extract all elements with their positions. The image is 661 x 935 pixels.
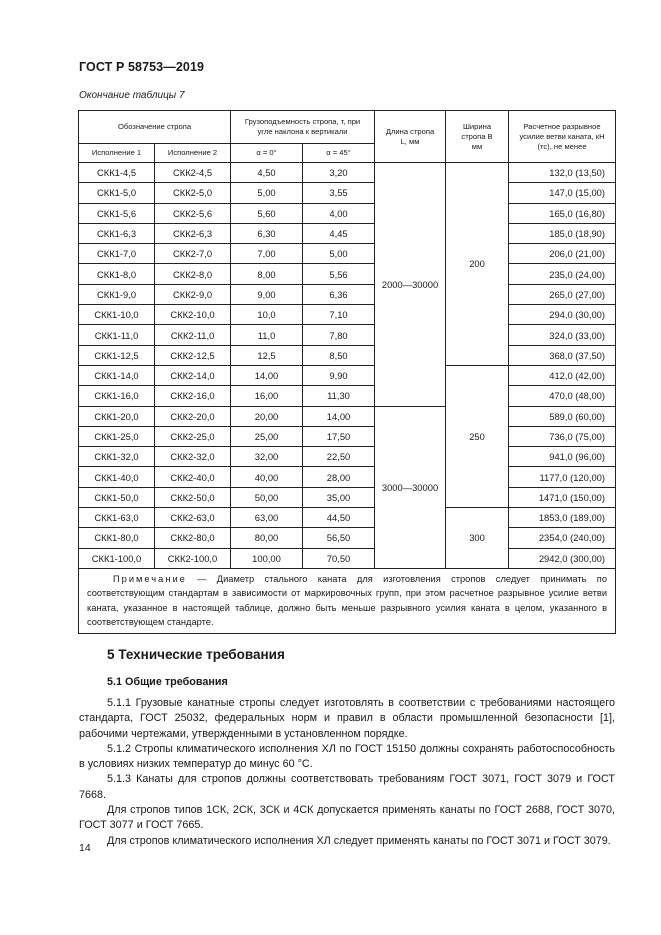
cell-version2: СКК2-6,3 (155, 223, 231, 243)
header-version1: Исполнение 1 (79, 144, 155, 163)
cell-capacity-45: 4,00 (303, 203, 375, 223)
cell-capacity-45: 4,45 (303, 223, 375, 243)
cell-breaking-force: 147,0 (15,00) (509, 183, 616, 203)
cell-capacity-0: 10,0 (231, 305, 303, 325)
cell-version2: СКК2-8,0 (155, 264, 231, 284)
table-row (79, 548, 616, 568)
cell-version1: СКК1-80,0 (79, 528, 155, 548)
cell-breaking-force: 1471,0 (150,00) (509, 487, 616, 507)
cell-capacity-45: 35,00 (303, 487, 375, 507)
table-row (79, 284, 616, 304)
cell-capacity-45: 3,20 (303, 163, 375, 183)
table-row (79, 325, 616, 345)
cell-capacity-45: 17,50 (303, 426, 375, 446)
cell-capacity-0: 12,5 (231, 345, 303, 365)
cell-capacity-0: 32,00 (231, 447, 303, 467)
cell-version1: СКК1-5,6 (79, 203, 155, 223)
cell-capacity-45: 28,00 (303, 467, 375, 487)
cell-version1: СКК1-32,0 (79, 447, 155, 467)
cell-capacity-45: 9,90 (303, 365, 375, 385)
document-header: ГОСТ Р 58753—2019 (79, 60, 205, 74)
cell-length-group: 3000—30000 (375, 406, 446, 568)
cell-version1: СКК1-5,0 (79, 183, 155, 203)
cell-version1: СКК1-63,0 (79, 508, 155, 528)
table-row (79, 447, 616, 467)
section-title: 5 Технические требования (107, 647, 285, 662)
cell-version1: СКК1-8,0 (79, 264, 155, 284)
cell-version2: СКК2-9,0 (155, 284, 231, 304)
cell-version2: СКК2-5,0 (155, 183, 231, 203)
cell-breaking-force: 736,0 (75,00) (509, 426, 616, 446)
header-breaking-force: Расчетное разрывное усилие ветви каната, кН (тс), не менее (509, 111, 616, 163)
cell-capacity-0: 11,0 (231, 325, 303, 345)
cell-version2: СКК2-7,0 (155, 244, 231, 264)
cell-version2: СКК2-20,0 (155, 406, 231, 426)
cell-capacity-0: 7,00 (231, 244, 303, 264)
table-row (79, 264, 616, 284)
cell-capacity-0: 5,00 (231, 183, 303, 203)
cell-version1: СКК1-12,5 (79, 345, 155, 365)
cell-capacity-45: 5,56 (303, 264, 375, 284)
paragraph-5-1-2: 5.1.2 Стропы климатического исполнения ХЛ по ГОСТ 15150 должны сохранять работоспособность в условиях низких температур до минус 60 °С. (79, 742, 615, 771)
cell-capacity-0: 16,00 (231, 386, 303, 406)
cell-breaking-force: 2354,0 (240,00) (509, 528, 616, 548)
cell-version2: СКК2-50,0 (155, 487, 231, 507)
paragraph-5-1-1: 5.1.1 Грузовые канатные стропы следует изготовлять в соответствии с требованиями настоящего стандарта, ГОСТ 25032, федеральных норм и правил в области промышленной безопасности [1], рабочими чертежами, утвержденными в установленном порядке. (79, 697, 615, 740)
cell-version2: СКК2-11,0 (155, 325, 231, 345)
cell-capacity-0: 8,00 (231, 264, 303, 284)
cell-breaking-force: 470,0 (48,00) (509, 386, 616, 406)
cell-version2: СКК2-80,0 (155, 528, 231, 548)
cell-version1: СКК1-100,0 (79, 548, 155, 568)
header-version2: Исполнение 2 (155, 144, 231, 163)
cell-version2: СКК2-16,0 (155, 386, 231, 406)
slings-table (78, 110, 616, 634)
table-row (79, 487, 616, 507)
cell-capacity-0: 40,00 (231, 467, 303, 487)
cell-version1: СКК1-16,0 (79, 386, 155, 406)
cell-capacity-45: 3,55 (303, 183, 375, 203)
header-length: Длина стропа L, мм (375, 111, 446, 163)
cell-version1: СКК1-40,0 (79, 467, 155, 487)
paragraph-rope-types: Для стропов типов 1СК, 2СК, 3СК и 4СК допускается применять канаты по ГОСТ 2688, ГОСТ 3070, ГОСТ 3077 и ГОСТ 7665. (79, 804, 615, 832)
cell-version1: СКК1-7,0 (79, 244, 155, 264)
cell-version1: СКК1-14,0 (79, 365, 155, 385)
table-row (79, 244, 616, 264)
body-text (79, 696, 615, 849)
header-angle-45: α = 45° (303, 144, 375, 163)
cell-version2: СКК2-40,0 (155, 467, 231, 487)
cell-breaking-force: 2942,0 (300,00) (509, 548, 616, 568)
cell-version1: СКК1-50,0 (79, 487, 155, 507)
table-row (79, 508, 616, 528)
table-caption: Окончание таблицы 7 (79, 90, 185, 101)
cell-version2: СКК2-4,5 (155, 163, 231, 183)
cell-capacity-45: 7,80 (303, 325, 375, 345)
cell-version1: СКК1-10,0 (79, 305, 155, 325)
cell-version2: СКК2-10,0 (155, 305, 231, 325)
cell-capacity-45: 5,00 (303, 244, 375, 264)
header-angle-0: α = 0° (231, 144, 303, 163)
cell-version1: СКК1-11,0 (79, 325, 155, 345)
table-note (79, 568, 616, 633)
paragraph-5-1-3: 5.1.3 Канаты для стропов должны соответствовать требованиям ГОСТ 3071, ГОСТ 3079 и ГОСТ 7668. (79, 773, 615, 801)
cell-version2: СКК2-5,6 (155, 203, 231, 223)
table-row (79, 467, 616, 487)
cell-version2: СКК2-63,0 (155, 508, 231, 528)
cell-version1: СКК1-6,3 (79, 223, 155, 243)
cell-version1: СКК1-20,0 (79, 406, 155, 426)
table-row (79, 183, 616, 203)
note-label: Примечание (113, 573, 187, 584)
subsection-title: 5.1 Общие требования (107, 676, 228, 688)
cell-version2: СКК2-100,0 (155, 548, 231, 568)
table-row (79, 386, 616, 406)
cell-capacity-45: 7,10 (303, 305, 375, 325)
cell-breaking-force: 324,0 (33,00) (509, 325, 616, 345)
cell-breaking-force: 206,0 (21,00) (509, 244, 616, 264)
cell-capacity-45: 14,00 (303, 406, 375, 426)
cell-capacity-0: 63,00 (231, 508, 303, 528)
cell-capacity-0: 20,00 (231, 406, 303, 426)
cell-version1: СКК1-9,0 (79, 284, 155, 304)
cell-version2: СКК2-12,5 (155, 345, 231, 365)
cell-capacity-0: 50,00 (231, 487, 303, 507)
cell-capacity-0: 14,00 (231, 365, 303, 385)
cell-version1: СКК1-25,0 (79, 426, 155, 446)
cell-version2: СКК2-25,0 (155, 426, 231, 446)
cell-capacity-0: 9,00 (231, 284, 303, 304)
cell-breaking-force: 368,0 (37,50) (509, 345, 616, 365)
table-note-row (79, 568, 616, 633)
cell-capacity-45: 6,36 (303, 284, 375, 304)
header-capacity: Грузоподъемность стропа, т, при угле наклона к вертикали (231, 111, 375, 144)
page-number: 14 (79, 842, 91, 854)
cell-version2: СКК2-32,0 (155, 447, 231, 467)
paragraph-cold-climate: Для стропов климатического исполнения ХЛ следует применять канаты по ГОСТ 3071 и ГОСТ 3079. (107, 834, 611, 847)
cell-breaking-force: 412,0 (42,00) (509, 365, 616, 385)
cell-breaking-force: 1853,0 (189,00) (509, 508, 616, 528)
cell-width-group: 250 (446, 365, 509, 507)
cell-breaking-force: 589,0 (60,00) (509, 406, 616, 426)
cell-breaking-force: 1177,0 (120,00) (509, 467, 616, 487)
cell-capacity-45: 70,50 (303, 548, 375, 568)
table-row (79, 305, 616, 325)
header-width: Ширина стропа B мм (446, 111, 509, 163)
cell-capacity-0: 6,30 (231, 223, 303, 243)
cell-capacity-45: 11,30 (303, 386, 375, 406)
cell-capacity-0: 80,00 (231, 528, 303, 548)
cell-breaking-force: 265,0 (27,00) (509, 284, 616, 304)
cell-capacity-45: 8,50 (303, 345, 375, 365)
table-row (79, 345, 616, 365)
cell-width-group: 300 (446, 508, 509, 569)
cell-capacity-0: 5,60 (231, 203, 303, 223)
table-row (79, 406, 616, 426)
table-row (79, 203, 616, 223)
table-row (79, 163, 616, 183)
table-row (79, 365, 616, 385)
cell-capacity-45: 44,50 (303, 508, 375, 528)
cell-capacity-0: 4,50 (231, 163, 303, 183)
cell-capacity-45: 56,50 (303, 528, 375, 548)
cell-breaking-force: 941,0 (96,00) (509, 447, 616, 467)
cell-breaking-force: 165,0 (16,80) (509, 203, 616, 223)
cell-breaking-force: 185,0 (18,90) (509, 223, 616, 243)
table-row (79, 426, 616, 446)
cell-breaking-force: 132,0 (13,50) (509, 163, 616, 183)
cell-breaking-force: 294,0 (30,00) (509, 305, 616, 325)
cell-capacity-45: 22,50 (303, 447, 375, 467)
table-row (79, 223, 616, 243)
cell-version1: СКК1-4,5 (79, 163, 155, 183)
cell-width-group: 200 (446, 163, 509, 366)
header-designation: Обозначение стропа (79, 111, 231, 144)
cell-breaking-force: 235,0 (24,00) (509, 264, 616, 284)
cell-capacity-0: 100,00 (231, 548, 303, 568)
cell-length-group: 2000—30000 (375, 163, 446, 407)
cell-capacity-0: 25,00 (231, 426, 303, 446)
note-text: — Диаметр стального каната для изготовления стропов следует принимать по соответствующим стандартам в зависимости от маркировочных групп, при этом расчетное разрывное усилие ветви каната, указанное в настоящей таблице, должно быть меньше разрывного усилия каната в целом, указанного в соответствующем стандарте. (87, 573, 608, 628)
table-row (79, 528, 616, 548)
cell-version2: СКК2-14,0 (155, 365, 231, 385)
